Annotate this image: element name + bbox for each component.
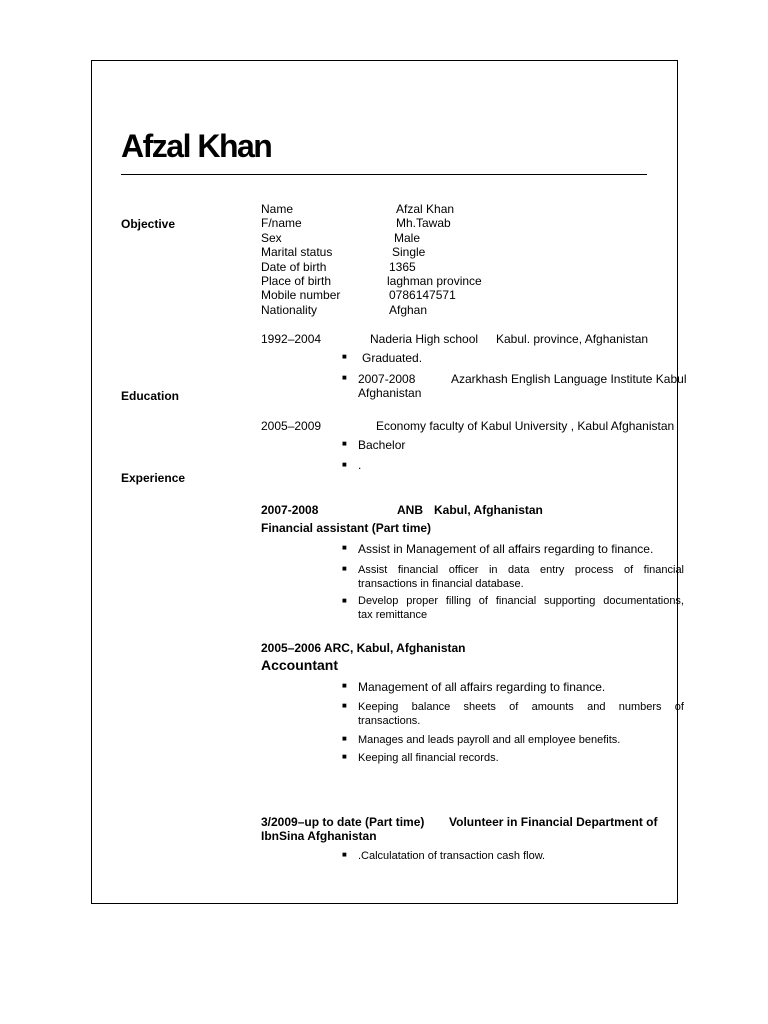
personal-label: Marital status [261,245,333,259]
experience-years: 2007-2008 [261,503,319,517]
education-bullet-text: Azarkhash English Language Institute Kabul [451,372,687,386]
experience-org: ANB [397,503,423,517]
personal-label: Place of birth [261,274,332,288]
education-years: 2005–2009 [261,419,322,433]
bullet-icon: ■ [342,373,347,382]
personal-value: laghman province [387,274,482,288]
bullet-icon: ■ [342,460,347,469]
experience-bullet-text: Keeping all financial records. [358,752,499,764]
experience-bullet-text: Assist financial officer in data entry process of financial [358,564,684,576]
bullet-icon: ■ [342,681,347,690]
bullet-icon: ■ [342,752,347,761]
experience-bullet-text: .Calculatation of transaction cash flow. [358,850,546,862]
bullet-icon: ■ [342,596,347,605]
personal-value: Single [392,245,426,259]
bullet-icon: ■ [342,564,347,573]
experience-bullet-text: transactions in financial database. [358,578,524,590]
personal-value: 1365 [389,260,416,274]
personal-value: Afzal Khan [396,202,455,216]
experience-bullet-text: transactions. [358,715,421,727]
section-objective: Objective [121,217,176,231]
education-place: Kabul. province, Afghanistan [496,332,649,346]
bullet-icon: ■ [342,543,347,552]
bullet-icon: ■ [342,734,347,743]
education-bullet-text: . [358,458,362,472]
education-years: 1992–2004 [261,332,322,346]
experience-heading: 2005–2006 ARC, Kabul, Afghanistan [261,641,466,655]
experience-bullet-text: Assist in Management of all affairs regarding to finance. [358,542,654,556]
bullet-icon: ■ [342,439,347,448]
personal-value: Afghan [389,303,428,317]
resume-name-heading: Afzal Khan [121,128,272,164]
personal-label: Sex [261,231,282,245]
experience-role: Financial assistant (Part time) [261,521,432,535]
experience-role-cont: IbnSina Afghanistan [261,829,377,843]
personal-label: Mobile number [261,288,341,302]
experience-place: Kabul, Afghanistan [434,503,543,517]
header-divider [121,174,647,175]
personal-label: Nationality [261,303,318,317]
experience-bullet-text: Manages and leads payroll and all employee benefits. [358,734,621,746]
personal-label: Name [261,202,294,216]
experience-role: Volunteer in Financial Department of [449,815,658,829]
experience-bullet-text: tax remittance [358,609,428,621]
education-bullet-text: Afghanistan [358,386,422,400]
section-education: Education [121,389,180,403]
education-school: Economy faculty of Kabul University , Kabul Afghanistan [376,419,675,433]
experience-bullet-text: Management of all affairs regarding to finance. [358,680,606,694]
section-experience: Experience [121,471,186,485]
personal-value: Male [394,231,421,245]
experience-role: Accountant [261,657,338,673]
personal-value: 0786147571 [389,288,456,302]
experience-heading: 3/2009–up to date (Part time) [261,815,425,829]
personal-label: Date of birth [261,260,327,274]
bullet-icon: ■ [342,850,347,859]
education-bullet-text: Graduated. [362,351,423,365]
experience-bullet-text: Develop proper filling of financial supporting documentations, [358,595,684,607]
personal-label: F/name [261,216,302,230]
education-bullet-text: 2007-2008 [358,372,416,386]
personal-value: Mh.Tawab [396,216,451,230]
bullet-icon: ■ [342,701,347,710]
bullet-icon: ■ [342,352,347,361]
experience-bullet-text: Keeping balance sheets of amounts and numbers of [358,701,684,713]
education-bullet-text: Bachelor [358,438,406,452]
education-school: Naderia High school [370,332,479,346]
